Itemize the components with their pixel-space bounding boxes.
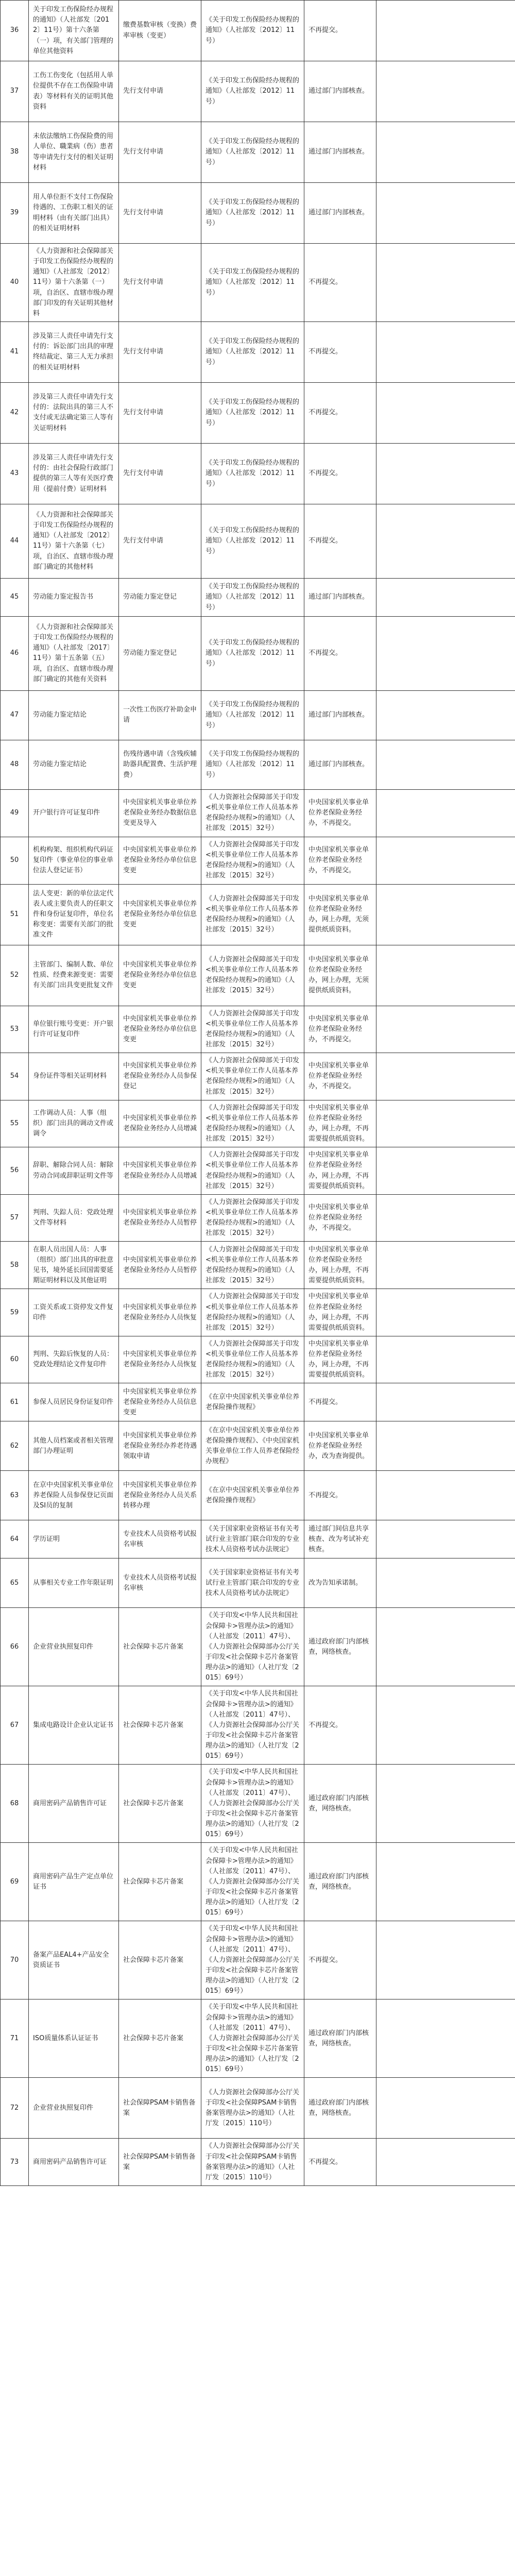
row-stage: 中央国家机关事业单位养老保险业务经办人员参保登记 (119, 1053, 201, 1100)
row-remark (376, 1194, 515, 1242)
row-stage: 社会保障卡芯片备案 (119, 1843, 201, 1921)
row-basis: 《人力资源社会保障部关于印发<机关事业单位工作人员基本养老保险经办规程>的通知》（人社部发〔2015〕32号） (201, 1336, 304, 1383)
table-row (1, 789, 515, 837)
row-material: 其他人员档案或者相关管理部门办理证明 (29, 1421, 119, 1471)
row-basis: 《在京中央国家机关事业单位养老保险操作规程》 (201, 1383, 304, 1421)
row-stage: 先行支付申请 (119, 122, 201, 183)
row-stage: 先行支付申请 (119, 504, 201, 578)
row-basis: 《关于印发工伤保险经办规程的通知》（人社部发〔2012〕11号） (201, 122, 304, 183)
row-basis: 《关于印发工伤保险经办规程的通知》（人社部发〔2012〕11号） (201, 183, 304, 244)
table-row (1, 1, 515, 61)
row-handling: 通过部门内部核查。 (304, 183, 376, 244)
row-basis: 《关于国家职业资格证书有关考试行业主管部门联合印发的专业技术人员资格考试办法规定》 (201, 1558, 304, 1608)
row-basis: 《关于印发<中华人民共和国社会保障卡>管理办法>的通知》（人社部发〔2011〕47号）、《人力资源社会保障部办公厅关于印发<社会保障卡芯片备案管理办法>的通知》（人社厅发〔2015〕69号） (201, 1921, 304, 1999)
row-handling: 通过政府部门内部核查，网络核查。 (304, 1999, 376, 2078)
row-basis: 《关于印发工伤保险经办规程的通知》（人社部发〔2012〕11号） (201, 690, 304, 740)
table-row (1, 2139, 515, 2186)
table-row (1, 382, 515, 443)
row-remark (376, 1999, 515, 2078)
row-number: 68 (1, 1765, 29, 1843)
row-basis: 《关于印发<中华人民共和国社会保障卡>管理办法>的通知》（人社部发〔2011〕47号）、《人力资源社会保障部办公厅关于印发<社会保障卡芯片备案管理办法>的通知》（人社厅发〔2015〕69号） (201, 1765, 304, 1843)
row-handling: 中央国家机关事业单位养老保险业务经办，网上办理，不再需要提供纸质资料。 (304, 1100, 376, 1147)
row-material: 涉及第三人责任申请先行支付的：法院出具的第三人不支付或无法确定第三人等有关证明材料 (29, 382, 119, 443)
row-basis: 《关于印发<中华人民共和国社会保障卡>管理办法>的通知》（人社部发〔2011〕47号）、《人力资源社会保障部办公厅关于印发<社会保障卡芯片备案管理办法>的通知》（人社厅发〔2015〕69号） (201, 1999, 304, 2078)
table-row (1, 122, 515, 183)
row-stage: 中央国家机关事业单位养老保险业务经办单位信息变更 (119, 837, 201, 884)
row-handling: 中央国家机关事业单位养老保险业务经办，不再提交。 (304, 789, 376, 837)
row-handling: 通过政府部门内部核查，网络核查。 (304, 1843, 376, 1921)
row-remark (376, 1686, 515, 1765)
row-number: 57 (1, 1194, 29, 1242)
row-basis: 《关于印发工伤保险经办规程的通知》（人社部发〔2012〕11号） (201, 382, 304, 443)
row-material: 辞职、解除合同人员：解除劳动合同或辞职证明文件等 (29, 1147, 119, 1195)
row-remark (376, 321, 515, 382)
row-basis: 《人力资源社会保障部办公厅关于印发<社会保障PSAM卡销售备案管理办法>的通知》（人社厅发〔2015〕110号） (201, 2078, 304, 2139)
table-row (1, 1921, 515, 1999)
row-remark (376, 1053, 515, 1100)
row-remark (376, 1147, 515, 1195)
row-stage: 社会保障PSAM卡销售备案 (119, 2078, 201, 2139)
row-number: 66 (1, 1608, 29, 1686)
row-stage: 中央国家机关事业单位养老保险业务经办人员恢复 (119, 1336, 201, 1383)
row-basis: 《关于印发工伤保险经办规程的通知》（人社部发〔2012〕11号） (201, 504, 304, 578)
row-handling: 不再提交。 (304, 382, 376, 443)
row-material: 企业营业执照复印件 (29, 1608, 119, 1686)
row-material: 未依法缴纳工伤保险费的用人单位、職業病（伤）患者等申请先行支付的相关证明材料 (29, 122, 119, 183)
row-remark (376, 1383, 515, 1421)
table-row (1, 945, 515, 1006)
row-handling: 中央国家机关事业单位养老保险业务经办，不再提交。 (304, 1194, 376, 1242)
row-basis: 《关于印发<中华人民共和国社会保障卡>管理办法>的通知》（人社部发〔2011〕47号）、《人力资源社会保障部办公厅关于印发<社会保障卡芯片备案管理办法>的通知》（人社厅发〔2015〕69号） (201, 1686, 304, 1765)
row-basis: 《人力资源社会保障部关于印发<机关事业单位工作人员基本养老保险经办规程>的通知》（人社部发〔2015〕32号） (201, 837, 304, 884)
table-row (1, 1421, 515, 1471)
row-number: 56 (1, 1147, 29, 1195)
row-number: 45 (1, 578, 29, 616)
row-material: 工作调动人员：人事（组织）部门出具的调动文件或调令 (29, 1100, 119, 1147)
table-row (1, 740, 515, 789)
table-row (1, 616, 515, 690)
row-handling: 不再提交。 (304, 616, 376, 690)
row-material: 工伤工伤变化（包括用人单位提供不存在工伤保险申请表）等材料有关的证明其他资料 (29, 61, 119, 122)
row-handling: 不再提交。 (304, 1686, 376, 1765)
row-stage: 先行支付申请 (119, 321, 201, 382)
row-remark (376, 183, 515, 244)
row-material: 用人单位拒不支付工伤保险待遇的、工伤职工相关的证明材料（由有关部门出具）的相关证明材料 (29, 183, 119, 244)
row-number: 53 (1, 1006, 29, 1053)
row-stage: 一次性工伤医疗补助金申请 (119, 690, 201, 740)
table-row (1, 1336, 515, 1383)
row-basis: 《关于国家职业资格证书有关考试行业主管部门联合印发的专业技术人员资格考试办法规定》 (201, 1520, 304, 1558)
table-row (1, 244, 515, 322)
row-basis: 《人力资源社会保障部关于印发<机关事业单位工作人员基本养老保险经办规程>的通知》（人社部发〔2015〕32号） (201, 945, 304, 1006)
row-material: 机构构架、组织机构代码证复印件（事业单位的事业单位法人登记证书） (29, 837, 119, 884)
row-basis: 《关于印发工伤保险经办规程的通知》（人社部发〔2012〕11号） (201, 616, 304, 690)
row-material: 《人力资源和社会保障部关于印发工伤保险经办规程的通知》（人社部发〔2012〕11号）第十六条第（七）项，自治区、直辖市级办理部门确定的其他材料 (29, 504, 119, 578)
row-material: 涉及第三人责任申请先行支付的：由社会保险行政部门提供的第三人等有关医疗费用（提前付费）证明材料 (29, 443, 119, 504)
row-handling: 不再提交。 (304, 321, 376, 382)
table-row (1, 1147, 515, 1195)
row-basis: 《在京中央国家机关事业单位养老保险操作规程》 (201, 1471, 304, 1520)
row-basis: 《人力资源社会保障部关于印发<机关事业单位工作人员基本养老保险经办规程>的通知》（人社部发〔2015〕32号） (201, 1100, 304, 1147)
row-number: 49 (1, 789, 29, 837)
row-remark (376, 382, 515, 443)
row-number: 63 (1, 1471, 29, 1520)
row-remark (376, 1, 515, 61)
row-basis: 《关于印发工伤保险经办规程的通知》（人社部发〔2012〕11号） (201, 61, 304, 122)
row-number: 62 (1, 1421, 29, 1471)
row-remark (376, 1100, 515, 1147)
row-remark (376, 789, 515, 837)
row-stage: 中央国家机关事业单位养老保险业务经办单位信息变更 (119, 1006, 201, 1053)
table-row (1, 1053, 515, 1100)
row-material: 集成电路设计企业认定证书 (29, 1686, 119, 1765)
row-stage: 社会保障卡芯片备案 (119, 1686, 201, 1765)
row-remark (376, 2139, 515, 2186)
table-row (1, 1006, 515, 1053)
row-stage: 中央国家机关事业单位养老保险业务经办数据信息变更及导入 (119, 789, 201, 837)
row-stage: 中央国家机关事业单位养老保险业务经办人员暂停 (119, 1242, 201, 1289)
row-number: 69 (1, 1843, 29, 1921)
row-stage: 先行支付申请 (119, 183, 201, 244)
row-basis: 《关于印发工伤保险经办规程的通知》（人社部发〔2012〕11号） (201, 321, 304, 382)
row-basis: 《人力资源社会保障部办公厅关于印发<社会保障PSAM卡销售备案管理办法>的通知》（人社厅发〔2015〕110号） (201, 2139, 304, 2186)
row-material: 劳动能力鉴定报告书 (29, 578, 119, 616)
row-handling: 通过政府部门内部核查，网络核查。 (304, 1608, 376, 1686)
row-remark (376, 1289, 515, 1336)
row-material: 商用密码产品生产定点单位证书 (29, 1843, 119, 1921)
row-number: 48 (1, 740, 29, 789)
row-number: 38 (1, 122, 29, 183)
row-number: 58 (1, 1242, 29, 1289)
row-number: 51 (1, 884, 29, 945)
row-handling: 中央国家机关事业单位养老保险业务经办，网上办理，无须提供纸质资料。 (304, 945, 376, 1006)
row-handling: 中央国家机关事业单位养老保险业务经办，不再提交。 (304, 837, 376, 884)
row-stage: 中央国家机关事业单位养老保险业务经办单位信息变更 (119, 945, 201, 1006)
row-handling: 中央国家机关事业单位养老保险业务经办，不再提交。 (304, 1006, 376, 1053)
row-number: 70 (1, 1921, 29, 1999)
row-handling: 不再提交。 (304, 1471, 376, 1520)
row-handling: 通过政府部门内部核查，网络核查。 (304, 2078, 376, 2139)
row-material: 单位银行账号变更：开户银行许可证复印件 (29, 1006, 119, 1053)
row-material: 涉及第三人责任申请先行支付的：诉讼部门出具的审理终结裁定、第三人无力承担的相关证明材料 (29, 321, 119, 382)
row-remark (376, 1336, 515, 1383)
row-handling: 通过部门内部核查。 (304, 578, 376, 616)
row-handling: 不再提交。 (304, 1921, 376, 1999)
row-basis: 《关于印发工伤保险经办规程的通知》（人社部发〔2012〕11号） (201, 443, 304, 504)
row-number: 71 (1, 1999, 29, 2078)
table-row (1, 1558, 515, 1608)
row-stage: 先行支付申请 (119, 61, 201, 122)
row-handling: 通过部门间信息共享核查、改为考试补充核查。 (304, 1520, 376, 1558)
row-stage: 社会保障卡芯片备案 (119, 1608, 201, 1686)
row-stage: 社会保障PSAM卡销售备案 (119, 2139, 201, 2186)
row-handling: 改为告知承诺制。 (304, 1558, 376, 1608)
row-basis: 《人力资源社会保障部关于印发<机关事业单位工作人员基本养老保险经办规程>的通知》（人社部发〔2015〕32号） (201, 789, 304, 837)
table-row (1, 884, 515, 945)
row-stage: 中央国家机关事业单位养老保险业务经办单位信息变更 (119, 884, 201, 945)
row-stage: 先行支付申请 (119, 244, 201, 322)
table-row (1, 1765, 515, 1843)
row-number: 39 (1, 183, 29, 244)
row-remark (376, 740, 515, 789)
row-stage: 中央国家机关事业单位养老保险业务经办人员关系转移办理 (119, 1471, 201, 1520)
row-number: 67 (1, 1686, 29, 1765)
table-row (1, 690, 515, 740)
materials-table-body (1, 1, 515, 2186)
row-stage: 劳动能力鉴定登记 (119, 578, 201, 616)
table-row (1, 1100, 515, 1147)
row-basis: 《人力资源社会保障部关于印发<机关事业单位工作人员基本养老保险经办规程>的通知》（人社部发〔2015〕32号） (201, 1147, 304, 1195)
table-row (1, 578, 515, 616)
table-row (1, 2078, 515, 2139)
row-number: 61 (1, 1383, 29, 1421)
row-number: 60 (1, 1336, 29, 1383)
row-handling: 通过部门内部核查。 (304, 61, 376, 122)
table-row (1, 183, 515, 244)
row-basis: 《人力资源社会保障部关于印发<机关事业单位工作人员基本养老保险经办规程>的通知》（人社部发〔2015〕32号） (201, 1289, 304, 1336)
row-material: 关于印发工伤保险经办规程的通知》（人社部发〔2012〕11号）第十六条第（一）项，有关部门管理的单位其他资料 (29, 1, 119, 61)
row-handling: 中央国家机关事业单位养老保险业务经办，不再提交。 (304, 1053, 376, 1100)
table-row (1, 837, 515, 884)
row-number: 42 (1, 382, 29, 443)
row-remark (376, 1006, 515, 1053)
table-row (1, 321, 515, 382)
row-material: 法人变更：新的单位法定代表人或主要负责人的任职文件和身份证复印件，单位名称变更：需要有关部门的批准文件 (29, 884, 119, 945)
row-material: 在职人员出国人员：人事（组织）部门出具的审批意见书，境外延长回国需要延期证明材料以及其他证明 (29, 1242, 119, 1289)
row-remark (376, 884, 515, 945)
table-row (1, 1608, 515, 1686)
table-row (1, 1520, 515, 1558)
table-row (1, 1194, 515, 1242)
row-remark (376, 2078, 515, 2139)
row-basis: 《关于印发工伤保险经办规程的通知》（人社部发〔2012〕11号） (201, 578, 304, 616)
row-material: ISO质量体系认证证书 (29, 1999, 119, 2078)
row-material: 《人力资源和社会保障部关于印发工伤保险经办规程的通知》（人社部发〔2012〕11号）第十六条第（一）项，自治区、直辖市级办理部门印发的有关证明其他材料 (29, 244, 119, 322)
row-remark (376, 1608, 515, 1686)
row-stage: 中央国家机关事业单位养老保险业务经办人员暂停 (119, 1194, 201, 1242)
row-remark (376, 504, 515, 578)
row-material: 备案产品EAL4+产品安全资质证书 (29, 1921, 119, 1999)
row-basis: 《在京中央国家机关事业单位养老保险操作规程》、《中央国家机关事业单位工作人员养老保险经办规程》 (201, 1421, 304, 1471)
row-handling: 中央国家机关事业单位养老保险业务经办，网上办理，不再需要提供纸质资料。 (304, 1147, 376, 1195)
row-number: 46 (1, 616, 29, 690)
row-basis: 《人力资源社会保障部关于印发<机关事业单位工作人员基本养老保险经办规程>的通知》（人社部发〔2015〕32号） (201, 884, 304, 945)
row-material: 学历证明 (29, 1520, 119, 1558)
row-stage: 中央国家机关事业单位养老保险业务经办养老待遇领取申请 (119, 1421, 201, 1471)
row-stage: 社会保障卡芯片备案 (119, 1999, 201, 2078)
row-remark (376, 1843, 515, 1921)
row-stage: 中央国家机关事业单位养老保险业务经办人员恢复 (119, 1289, 201, 1336)
row-number: 64 (1, 1520, 29, 1558)
row-basis: 《关于印发<中华人民共和国社会保障卡>管理办法>的通知》（人社部发〔2011〕47号）、《人力资源社会保障部办公厅关于印发<社会保障卡芯片备案管理办法>的通知》（人社厅发〔2015〕69号） (201, 1608, 304, 1686)
row-material: 判刑、失踪后恢复的人员：党政处理结论文件复印件 (29, 1336, 119, 1383)
row-basis: 《人力资源社会保障部关于印发<机关事业单位工作人员基本养老保险经办规程>的通知》（人社部发〔2015〕32号） (201, 1006, 304, 1053)
row-handling: 不再提交。 (304, 1, 376, 61)
row-remark (376, 690, 515, 740)
row-remark (376, 945, 515, 1006)
row-handling: 不再提交。 (304, 504, 376, 578)
row-handling: 通过部门内部核查。 (304, 122, 376, 183)
row-basis: 《人力资源社会保障部关于印发<机关事业单位工作人员基本养老保险经办规程>的通知》（人社部发〔2015〕32号） (201, 1053, 304, 1100)
row-stage: 社会保障卡芯片备案 (119, 1921, 201, 1999)
row-remark (376, 1421, 515, 1471)
row-number: 43 (1, 443, 29, 504)
row-stage: 先行支付申请 (119, 443, 201, 504)
table-row (1, 1999, 515, 2078)
row-material: 企业营业执照复印件 (29, 2078, 119, 2139)
row-remark (376, 61, 515, 122)
row-number: 41 (1, 321, 29, 382)
row-handling: 中央国家机关事业单位养老保险业务经办，网上办理，不再需要提供纸质资料。 (304, 1289, 376, 1336)
table-row (1, 1383, 515, 1421)
row-basis: 《关于印发工伤保险经办规程的通知》（人社部发〔2012〕11号） (201, 1, 304, 61)
row-number: 72 (1, 2078, 29, 2139)
row-material: 判刑、失踪人员：党政处理文件等材料 (29, 1194, 119, 1242)
row-material: 《人力资源和社会保障部关于印发工伤保险经办规程的通知》（人社部发〔2017〕11号）第十五条第（五）项，自治区、直辖市级办理部门确定的其他有关资料 (29, 616, 119, 690)
row-stage: 社会保障卡芯片备案 (119, 1765, 201, 1843)
row-number: 55 (1, 1100, 29, 1147)
table-row (1, 1843, 515, 1921)
table-row (1, 1471, 515, 1520)
row-material: 工资关系或工资停发文件复印件 (29, 1289, 119, 1336)
row-material: 参保人员居民身份证复印件 (29, 1383, 119, 1421)
table-row (1, 61, 515, 122)
row-material: 开户银行许可证复印件 (29, 789, 119, 837)
row-stage: 专业技术人员资格考试报名审核 (119, 1520, 201, 1558)
table-row (1, 1289, 515, 1336)
row-handling: 不再提交。 (304, 244, 376, 322)
row-handling: 通过政府部门内部核查，网络核查。 (304, 1765, 376, 1843)
row-material: 商用密码产品销售许可证 (29, 2139, 119, 2186)
row-remark (376, 1765, 515, 1843)
row-material: 身份证件等相关证明材料 (29, 1053, 119, 1100)
row-basis: 《人力资源社会保障部关于印发<机关事业单位工作人员基本养老保险经办规程>的通知》（人社部发〔2015〕32号） (201, 1194, 304, 1242)
row-stage: 中央国家机关事业单位养老保险业务经办人员增减 (119, 1100, 201, 1147)
row-material: 劳动能力鉴定结论 (29, 690, 119, 740)
row-stage: 先行支付申请 (119, 382, 201, 443)
row-material: 劳动能力鉴定结论 (29, 740, 119, 789)
row-handling: 通过部门内部核查。 (304, 690, 376, 740)
row-stage: 中央国家机关事业单位养老保险业务经办人员增减 (119, 1147, 201, 1195)
row-number: 65 (1, 1558, 29, 1608)
row-remark (376, 1242, 515, 1289)
row-handling: 中央国家机关事业单位养老保险业务经办，网上办理，不再需要提供纸质资料。 (304, 1242, 376, 1289)
row-number: 50 (1, 837, 29, 884)
row-material: 主管部门、编制人数、单位性质、经费来源变更：需要有关部门出具变更批复文件 (29, 945, 119, 1006)
row-basis: 《关于印发<中华人民共和国社会保障卡>管理办法>的通知》（人社部发〔2011〕47号）、《人力资源社会保障部办公厅关于印发<社会保障卡芯片备案管理办法>的通知》（人社厅发〔2015〕69号） (201, 1843, 304, 1921)
row-handling: 通过部门内部核查。 (304, 740, 376, 789)
row-handling: 不再提交。 (304, 443, 376, 504)
row-remark (376, 1558, 515, 1608)
row-material: 商用密码产品销售许可证 (29, 1765, 119, 1843)
row-stage: 中央国家机关事业单位养老保险业务经办人员信息变更 (119, 1383, 201, 1421)
row-material: 在京中央国家机关事业单位养老保险人员参保登记页面及SI员的复制 (29, 1471, 119, 1520)
row-remark (376, 122, 515, 183)
row-remark (376, 1471, 515, 1520)
table-row (1, 504, 515, 578)
row-handling: 中央国家机关事业单位养老保险业务经办，网上办理，不再需要提供纸质资料。 (304, 1336, 376, 1383)
row-remark (376, 578, 515, 616)
row-remark (376, 837, 515, 884)
row-handling: 不再提交。 (304, 1383, 376, 1421)
row-handling: 不再提交。 (304, 2139, 376, 2186)
row-remark (376, 616, 515, 690)
row-handling: 中央国家机关事业单位养老保险业务经办，改为查询提供。 (304, 1421, 376, 1471)
row-number: 40 (1, 244, 29, 322)
table-row (1, 443, 515, 504)
row-stage: 缴费基数审核（变换）费率审核（变更） (119, 1, 201, 61)
row-number: 52 (1, 945, 29, 1006)
table-row (1, 1686, 515, 1765)
row-stage: 伤残待遇申请（含残疾辅助器具配置费、生活护理费） (119, 740, 201, 789)
row-handling: 中央国家机关事业单位养老保险业务经办，网上办理，无须提供纸质资料。 (304, 884, 376, 945)
row-basis: 《关于印发工伤保险经办规程的通知》（人社部发〔2012〕11号） (201, 740, 304, 789)
row-number: 73 (1, 2139, 29, 2186)
row-number: 37 (1, 61, 29, 122)
row-number: 44 (1, 504, 29, 578)
row-basis: 《人力资源社会保障部关于印发<机关事业单位工作人员基本养老保险经办规程>的通知》（人社部发〔2015〕32号） (201, 1242, 304, 1289)
row-remark (376, 244, 515, 322)
row-basis: 《关于印发工伤保险经办规程的通知》（人社部发〔2012〕11号） (201, 244, 304, 322)
row-number: 59 (1, 1289, 29, 1336)
table-row (1, 1242, 515, 1289)
row-material: 从事相关专业工作年限证明 (29, 1558, 119, 1608)
row-remark (376, 1921, 515, 1999)
row-number: 54 (1, 1053, 29, 1100)
row-stage: 专业技术人员资格考试报名审核 (119, 1558, 201, 1608)
row-remark (376, 443, 515, 504)
row-number: 36 (1, 1, 29, 61)
row-stage: 劳动能力鉴定登记 (119, 616, 201, 690)
row-remark (376, 1520, 515, 1558)
row-number: 47 (1, 690, 29, 740)
